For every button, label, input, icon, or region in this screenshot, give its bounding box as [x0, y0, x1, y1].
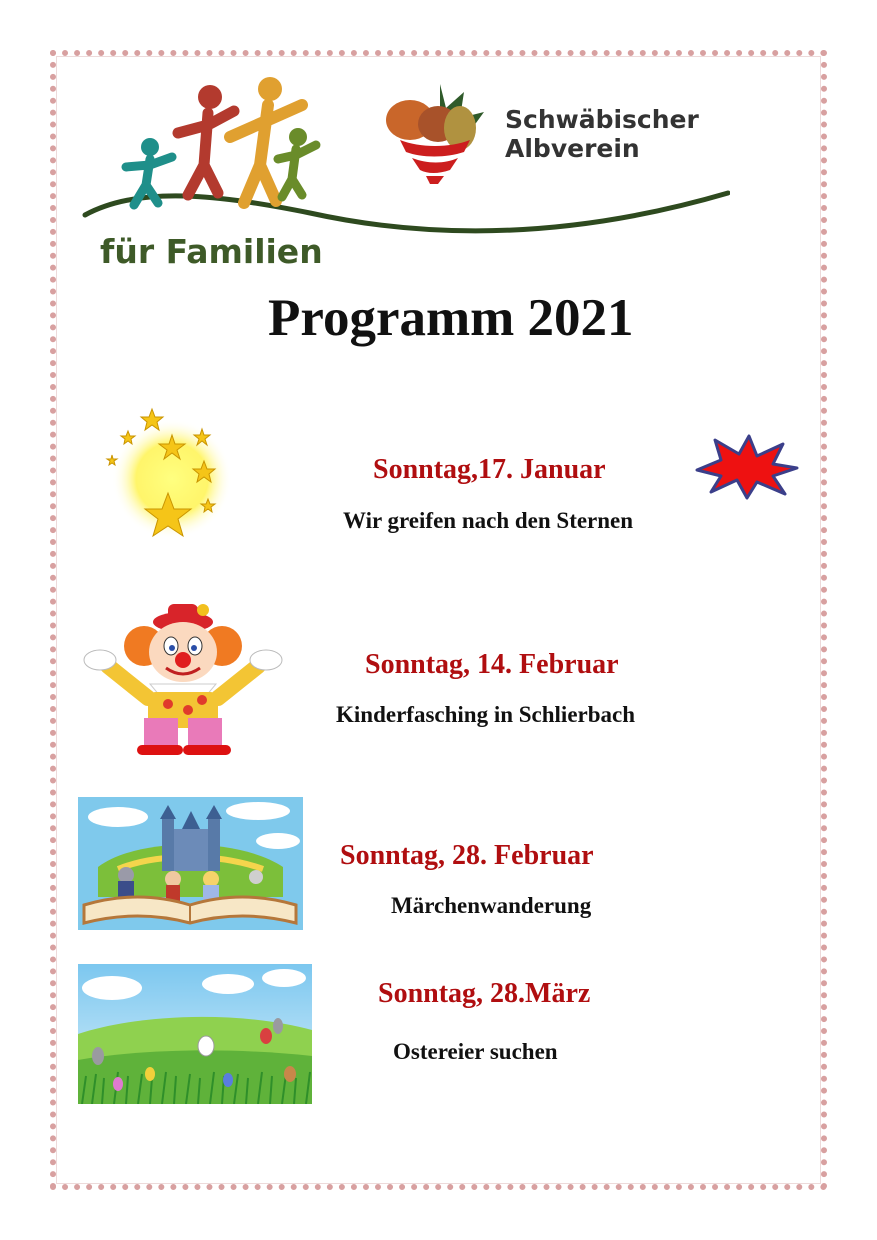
logo-swoosh — [85, 193, 728, 231]
event-date-4: Sonntag, 28.März — [378, 978, 591, 1009]
page-title: Programm 2021 — [268, 289, 634, 347]
event-date-1: Sonntag,17. Januar — [373, 454, 606, 485]
stars-icon — [100, 405, 235, 545]
event-description-4: Ostereier suchen — [393, 1039, 558, 1064]
fairytale-book-illustration — [78, 797, 303, 930]
brand-name — [505, 105, 699, 163]
clown-illustration — [78, 600, 288, 760]
event-date-2: Sonntag, 14. Februar — [365, 649, 619, 680]
easter-meadow-illustration — [78, 964, 312, 1104]
albverein-emblem-icon — [380, 78, 490, 186]
red-starburst-icon — [693, 434, 799, 500]
logo-tagline: für Familien — [100, 232, 323, 271]
brand-line-1: Schwäbischer — [505, 105, 699, 134]
event-description-2: Kinderfasching in Schlierbach — [336, 702, 636, 727]
event-description-3: Märchenwanderung — [391, 893, 592, 918]
event-date-3: Sonntag, 28. Februar — [340, 840, 594, 871]
brand-line-2: Albverein — [505, 134, 640, 163]
event-description-1: Wir greifen nach den Sternen — [343, 508, 634, 533]
green-figure-icon — [278, 128, 316, 197]
